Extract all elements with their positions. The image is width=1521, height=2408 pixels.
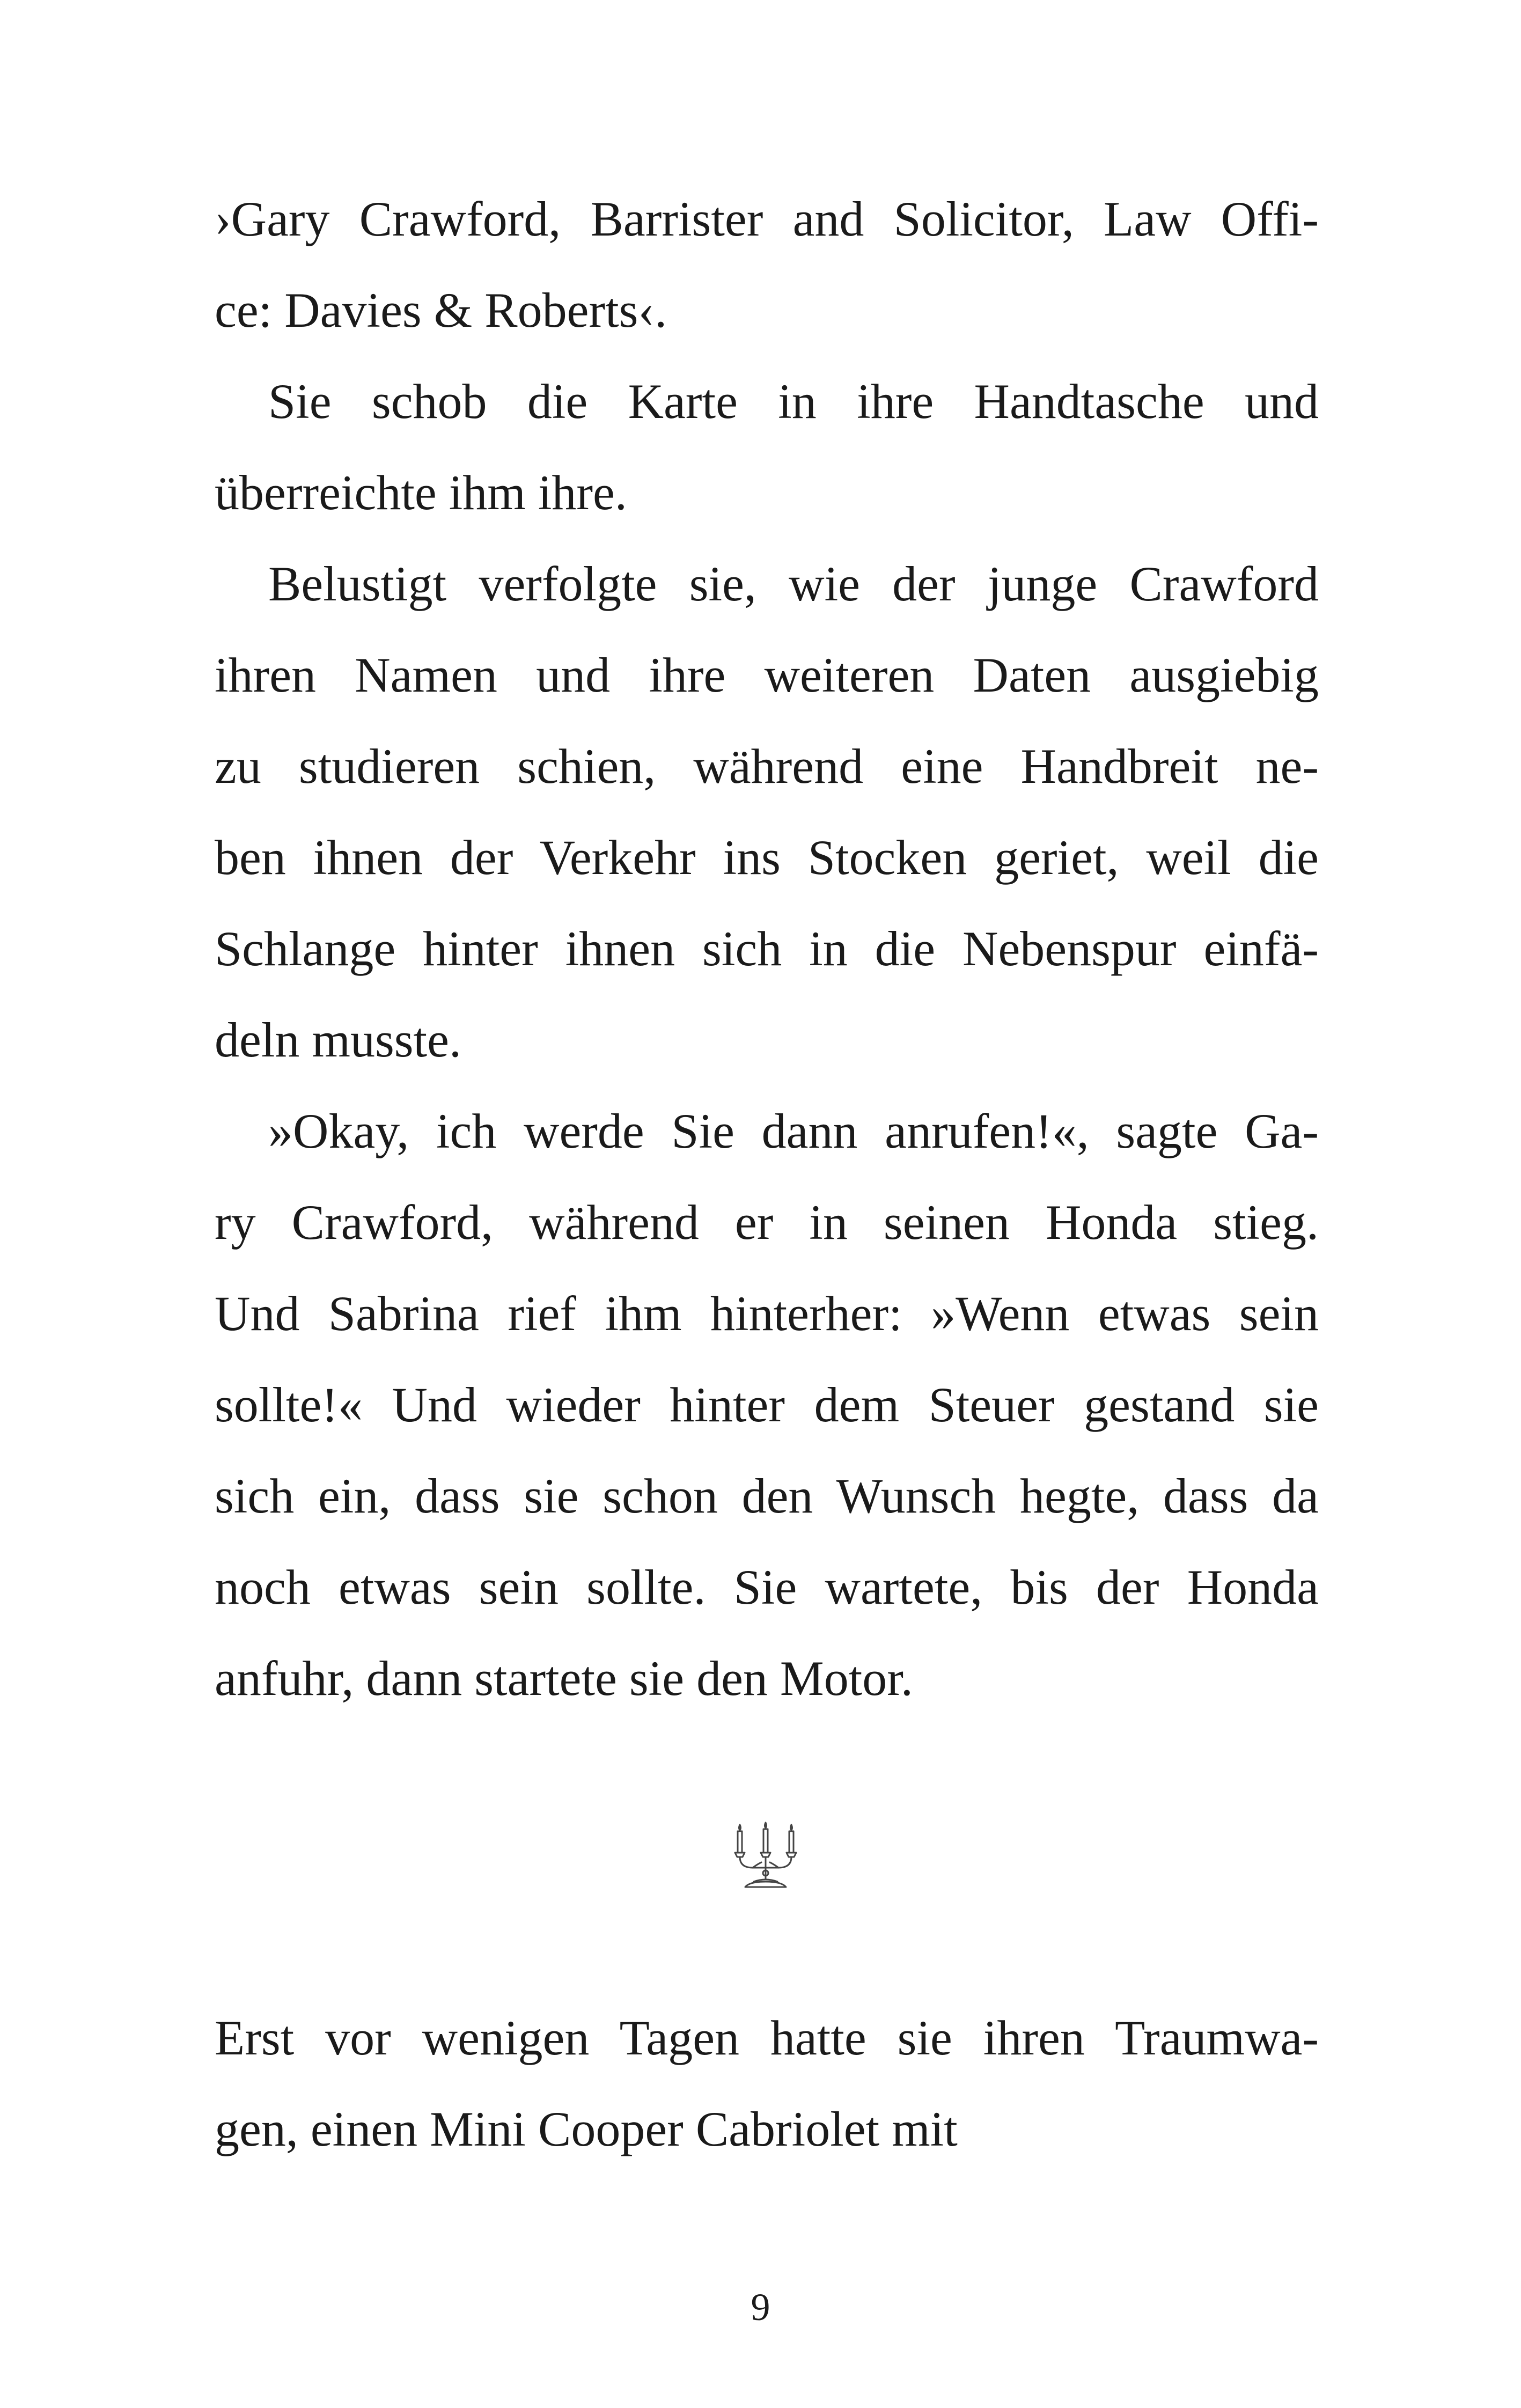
candelabra-ornament-icon bbox=[733, 1822, 798, 1891]
text-line: anfuhr, dann startete sie den Motor. bbox=[215, 1651, 913, 1706]
text-line: sollte!« Und wieder hinter dem Steuer gestand sie bbox=[215, 1377, 1319, 1432]
paragraph-first-line: Sie schob die Karte in ihre Handtasche und bbox=[268, 374, 1319, 429]
text-line: ›Gary Crawford, Barrister and Solicitor, Law Offi- bbox=[215, 192, 1319, 246]
text-line: ry Crawford, während er in seinen Honda stieg. bbox=[215, 1195, 1319, 1250]
text-line: ce: Davies & Roberts‹. bbox=[215, 283, 667, 337]
page-number: 9 bbox=[751, 2286, 770, 2329]
text-line: ihren Namen und ihre weiteren Daten ausgiebig bbox=[215, 648, 1319, 702]
text-line: noch etwas sein sollte. Sie wartete, bis der Honda bbox=[215, 1560, 1319, 1614]
text-line: ben ihnen der Verkehr ins Stocken geriet, weil die bbox=[215, 830, 1319, 885]
text-line: sich ein, dass sie schon den Wunsch hegte, dass da bbox=[215, 1469, 1319, 1523]
text-line: gen, einen Mini Cooper Cabriolet mit bbox=[215, 2102, 958, 2156]
text-line: deln musste. bbox=[215, 1012, 461, 1067]
text-line: Erst vor wenigen Tagen hatte sie ihren Traumwa- bbox=[215, 2010, 1319, 2065]
text-line: zu studieren schien, während eine Handbreit ne- bbox=[215, 739, 1319, 794]
text-line: Und Sabrina rief ihm hinterher: »Wenn etwas sein bbox=[215, 1286, 1319, 1341]
text-line: Schlange hinter ihnen sich in die Nebenspur einfä- bbox=[215, 921, 1319, 976]
paragraph-first-line: »Okay, ich werde Sie dann anrufen!«, sagte Ga- bbox=[268, 1104, 1319, 1158]
text-line: überreichte ihm ihre. bbox=[215, 465, 627, 520]
paragraph-first-line: Belustigt verfolgte sie, wie der junge Crawford bbox=[268, 556, 1319, 611]
